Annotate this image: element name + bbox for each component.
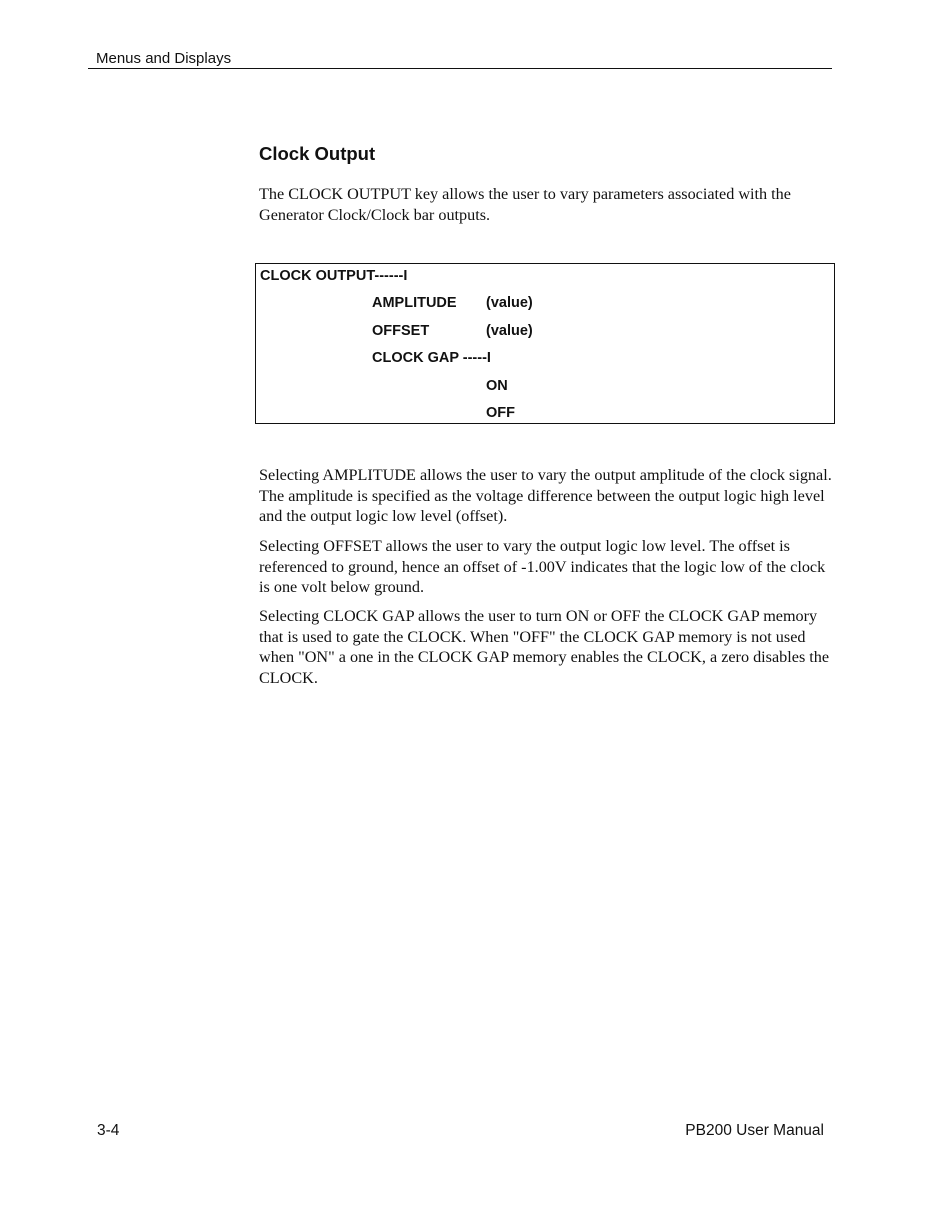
menu-item-offset: OFFSET bbox=[372, 323, 430, 339]
menu-item-amplitude: AMPLITUDE bbox=[372, 295, 457, 311]
menu-tree-box bbox=[255, 263, 835, 424]
menu-root: CLOCK OUTPUT------I bbox=[260, 268, 408, 284]
intro-paragraph: The CLOCK OUTPUT key allows the user to vary parameters associated with the Generator Clock/Clock bar outputs. bbox=[259, 185, 791, 224]
page-number: 3-4 bbox=[97, 1122, 120, 1139]
menu-offset-value: (value) bbox=[486, 323, 533, 339]
clock-gap-paragraph: Selecting CLOCK GAP allows the user to turn ON or OFF the CLOCK GAP memory that is used to gate the CLOCK. When "OFF" the CLOCK GAP memory is not used when "ON" a one in the CLOCK GAP memory enables the CLOCK, a zero disables the CLOCK. bbox=[259, 607, 830, 687]
menu-option-off: OFF bbox=[486, 405, 515, 421]
menu-amplitude-value: (value) bbox=[486, 295, 533, 311]
menu-option-on: ON bbox=[486, 378, 508, 394]
offset-paragraph: Selecting OFFSET allows the user to vary the output logic low level. The offset is referenced to ground, hence an offset of -1.00V indicates that the logic low of the clock is one volt below ground. bbox=[259, 537, 826, 596]
amplitude-paragraph: Selecting AMPLITUDE allows the user to vary the output amplitude of the clock signal. The amplitude is specified as the voltage difference between the output logic high level and the output logic low level (offset). bbox=[259, 466, 832, 525]
running-header: Menus and Displays bbox=[96, 50, 232, 67]
header-rule bbox=[88, 68, 832, 69]
menu-item-clock-gap: CLOCK GAP -----I bbox=[372, 350, 491, 366]
manual-title: PB200 User Manual bbox=[685, 1122, 824, 1139]
section-title: Clock Output bbox=[259, 143, 376, 164]
